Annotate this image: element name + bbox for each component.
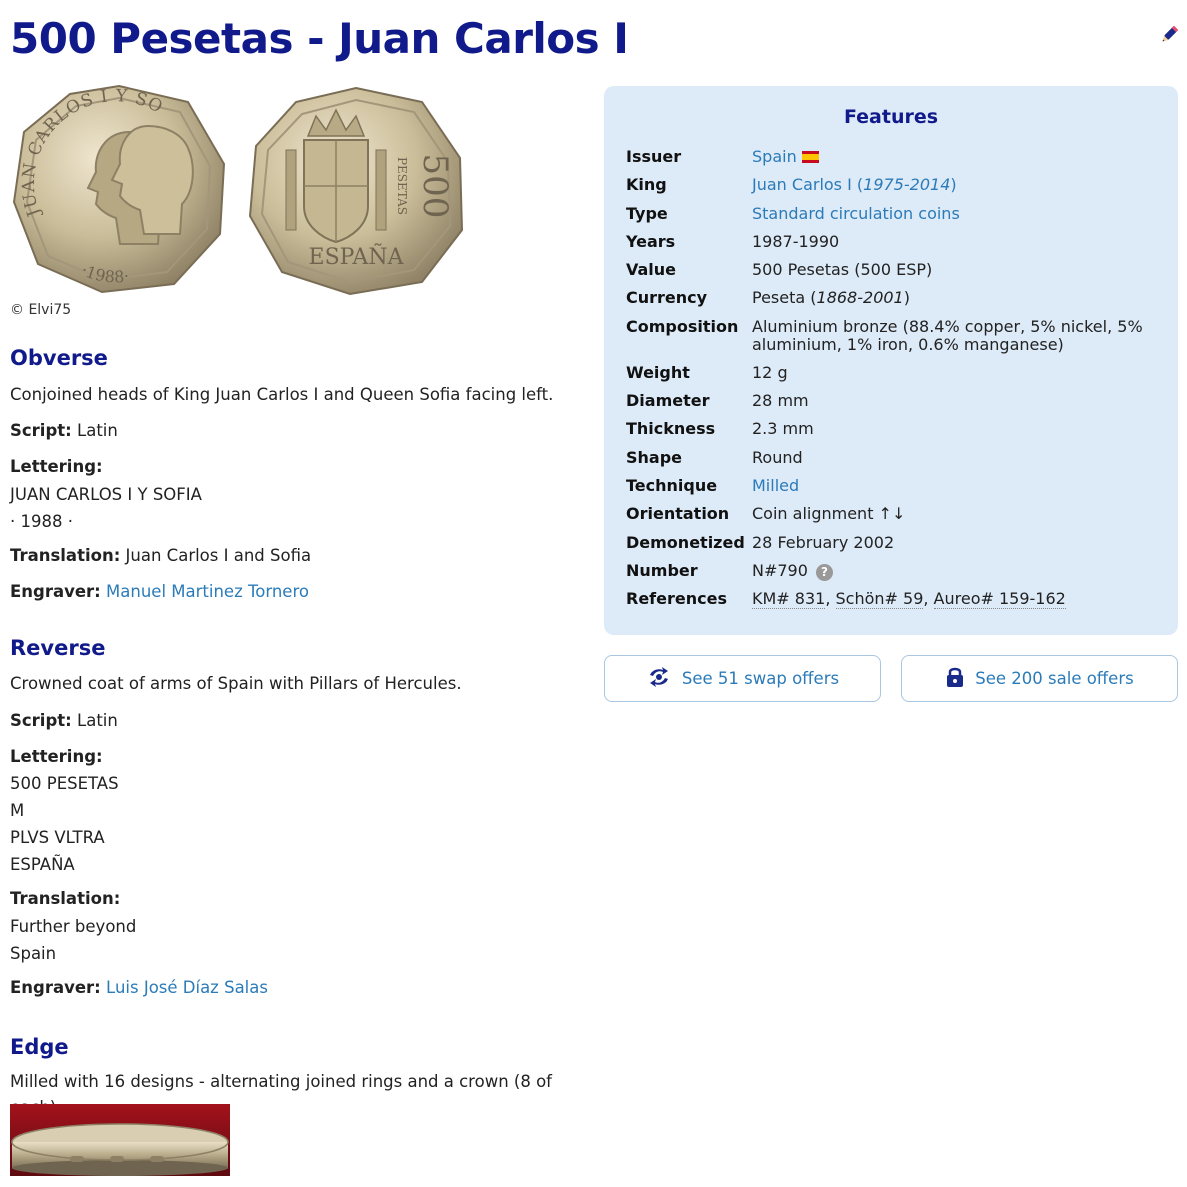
king-link[interactable]: Juan Carlos I (1975-2014) <box>752 175 957 195</box>
reverse-heading: Reverse <box>10 635 106 660</box>
script-value: Latin <box>77 710 118 730</box>
feature-row-years <box>626 233 1166 261</box>
edge-heading: Edge <box>10 1035 69 1060</box>
obverse-lettering-label: Lettering: <box>10 457 103 477</box>
reverse-value-text: 500 <box>415 153 455 219</box>
feature-value: Coin alignment ↑↓ <box>752 504 906 524</box>
feature-row-orientation <box>626 505 1166 533</box>
translation-value: Juan Carlos I and Sofia <box>125 545 312 565</box>
script-label: Script: <box>10 420 72 440</box>
king-name: Juan Carlos I <box>752 175 852 195</box>
feature-row-thickness <box>626 420 1166 448</box>
feature-value: 2.3 mm <box>752 419 814 439</box>
pencil-icon[interactable] <box>1158 24 1180 46</box>
feature-value: 28 mm <box>752 391 809 411</box>
feature-row-king <box>626 176 1166 204</box>
obverse-year-text: ·1988· <box>78 260 131 287</box>
feature-value: 12 g <box>752 362 788 382</box>
obverse-engraver-link[interactable]: Manuel Martinez Tornero <box>106 582 309 602</box>
help-icon[interactable]: ? <box>816 564 833 581</box>
obverse-rim-text: JUAN CARLOS I Y SO <box>18 85 167 220</box>
reverse-lettering-line: 500 PESETAS <box>10 774 119 794</box>
reverse-unit-text: PESETAS <box>395 156 409 216</box>
reverse-lettering-label: Lettering: <box>10 746 103 766</box>
obverse-lettering-line: · 1988 · <box>10 511 73 531</box>
photo-credit: © Elvi75 <box>10 302 72 318</box>
sale-offers-button[interactable] <box>901 655 1178 702</box>
feature-row-references: References KM# 831, Schön# 59, Aureo# 159-162 <box>626 590 1166 618</box>
obverse-heading: Obverse <box>10 346 108 370</box>
spain-flag-icon <box>802 151 819 163</box>
swap-offers-button[interactable] <box>604 655 881 702</box>
feature-label: Issuer <box>626 147 682 166</box>
reverse-lettering-line: PLVS VLTRA <box>10 828 105 848</box>
issuer-link[interactable]: Spain <box>752 147 797 166</box>
reverse-translation-label: Translation: <box>10 889 121 909</box>
reverse-engraver <box>10 975 590 1001</box>
king-years: 1975-2014 <box>863 175 951 195</box>
reverse-script <box>10 708 590 734</box>
feature-label: Currency <box>626 288 708 308</box>
feature-row-diameter <box>626 392 1166 420</box>
feature-value: Aluminium bronze (88.4% copper, 5% nickel, 5% aluminium, 1% iron, 0.6% manganese) <box>752 316 1143 354</box>
reverse-translation-line: Spain <box>10 943 57 963</box>
feature-label: Shape <box>626 447 683 467</box>
feature-value: 1987-1990 <box>752 231 840 251</box>
feature-label: King <box>626 175 667 195</box>
currency-name: Peseta <box>752 288 806 308</box>
currency-years: 1868-2001 <box>816 288 904 308</box>
type-link[interactable]: Standard circulation coins <box>752 203 960 223</box>
technique-link[interactable]: Milled <box>752 475 800 495</box>
edge-coin-image[interactable] <box>10 1104 230 1176</box>
feature-row-weight <box>626 364 1166 392</box>
reference-km[interactable]: KM# 831 <box>752 589 826 609</box>
swap-icon <box>646 666 672 692</box>
feature-row-currency: Currency Peseta (1868-2001) <box>626 289 1166 317</box>
obverse-engraver <box>10 579 590 605</box>
lock-icon <box>945 666 965 692</box>
feature-value: 500 Pesetas (500 ESP) <box>752 260 933 280</box>
feature-row-demonetized <box>626 534 1166 562</box>
sale-offers-label: See 200 sale offers <box>975 669 1134 688</box>
translation-label: Translation: <box>10 545 121 565</box>
feature-label: Technique <box>626 475 718 495</box>
features-heading: Features <box>843 106 939 128</box>
coin-description <box>10 340 590 1121</box>
feature-label: Years <box>626 231 676 251</box>
number-value: N#790 <box>752 560 808 580</box>
edge-description: Milled with 16 designs - alternating joined rings and a crown (8 of <box>10 1071 552 1091</box>
feature-row-issuer <box>626 148 1166 176</box>
feature-label: References <box>626 589 727 609</box>
features-panel <box>604 86 1178 635</box>
engraver-label: Engraver: <box>10 977 101 997</box>
features-table <box>626 148 1166 618</box>
swap-offers-label: See 51 swap offers <box>681 669 840 688</box>
obverse-lettering-line: JUAN CARLOS I Y SOFIA <box>10 484 202 504</box>
feature-label: Thickness <box>626 419 716 439</box>
feature-label: Orientation <box>626 504 730 524</box>
reverse-country-text: ESPAÑA <box>308 245 404 270</box>
reverse-lettering-line: M <box>10 801 25 821</box>
feature-row-type <box>626 205 1166 233</box>
reverse-description: Crowned coat of arms of Spain with Pillars of Hercules. <box>10 674 462 694</box>
reverse-translation-line: Further beyond <box>10 916 137 936</box>
reference-aureo[interactable]: Aureo# 159-162 <box>933 589 1066 609</box>
feature-label: Number <box>626 560 698 580</box>
obverse-coin-image[interactable] <box>10 84 228 298</box>
reverse-lettering-line: ESPAÑA <box>10 855 75 875</box>
reference-schon[interactable]: Schön# 59 <box>835 589 924 609</box>
feature-row-number <box>626 562 1166 590</box>
reverse-engraver-link[interactable]: Luis José Díaz Salas <box>106 977 268 997</box>
feature-label: Type <box>626 203 668 223</box>
feature-label: Diameter <box>626 391 710 411</box>
script-label: Script: <box>10 710 72 730</box>
feature-label: Value <box>626 260 677 280</box>
script-value: Latin <box>77 420 118 440</box>
feature-label: Composition <box>626 316 739 336</box>
page-title: 500 Pesetas - Juan Carlos I <box>10 14 629 63</box>
feature-label: Demonetized <box>626 532 745 552</box>
obverse-script <box>10 418 590 444</box>
feature-row-shape <box>626 449 1166 477</box>
feature-value: 28 February 2002 <box>752 532 895 552</box>
feature-row-composition <box>626 318 1166 364</box>
engraver-label: Engraver: <box>10 582 101 602</box>
obverse-description: Conjoined heads of King Juan Carlos I and Queen Sofia facing left. <box>10 384 554 404</box>
obverse-translation <box>10 543 590 569</box>
feature-label: Weight <box>626 362 690 382</box>
feature-row-value <box>626 261 1166 289</box>
feature-row-technique <box>626 477 1166 505</box>
feature-value: Round <box>752 447 803 467</box>
reverse-coin-image[interactable] <box>246 86 468 300</box>
